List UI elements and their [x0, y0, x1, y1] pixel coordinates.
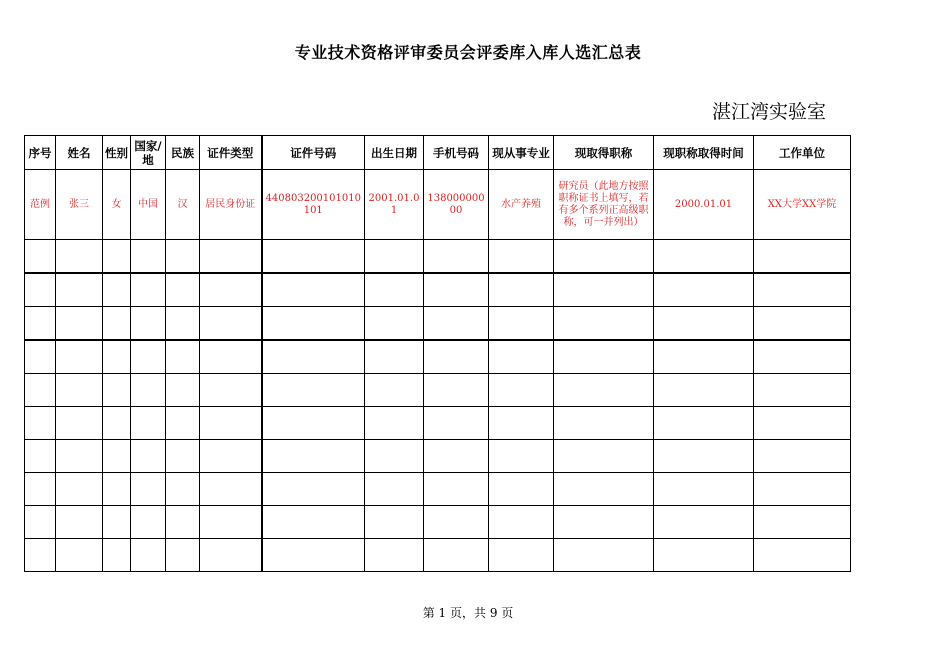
table-cell[interactable]: [56, 440, 103, 473]
table-cell[interactable]: [365, 273, 424, 307]
table-cell[interactable]: [166, 307, 200, 341]
table-cell[interactable]: 张三: [56, 170, 103, 240]
table-cell[interactable]: [166, 473, 200, 506]
table-row: [25, 307, 851, 341]
table-cell[interactable]: [654, 307, 754, 341]
table-cell[interactable]: [754, 539, 851, 572]
table-cell[interactable]: [262, 407, 365, 440]
table-row: [25, 506, 851, 539]
table-cell[interactable]: [200, 340, 262, 374]
table-cell[interactable]: [654, 340, 754, 374]
table-cell[interactable]: [200, 539, 262, 572]
table-cell[interactable]: [654, 473, 754, 506]
table-cell[interactable]: [489, 440, 554, 473]
table-cell[interactable]: [554, 440, 654, 473]
example-row: [25, 170, 851, 240]
table-cell[interactable]: [262, 374, 365, 407]
table-cell[interactable]: [131, 307, 166, 341]
table-cell[interactable]: [554, 340, 654, 374]
table-cell[interactable]: [489, 307, 554, 341]
table-cell[interactable]: [103, 374, 131, 407]
table-cell[interactable]: [554, 539, 654, 572]
table-cell[interactable]: 中国: [131, 170, 166, 240]
table-cell[interactable]: [103, 273, 131, 307]
table-cell[interactable]: [424, 440, 489, 473]
table-row: [25, 240, 851, 274]
table-cell[interactable]: 13800000000: [424, 170, 489, 240]
table-cell[interactable]: [365, 307, 424, 341]
table-cell[interactable]: XX大学XX学院: [754, 170, 851, 240]
table-cell[interactable]: [131, 539, 166, 572]
table-cell[interactable]: [103, 506, 131, 539]
table-cell[interactable]: [56, 506, 103, 539]
table-cell[interactable]: [56, 539, 103, 572]
column-header: 证件号码: [262, 136, 365, 170]
table-cell[interactable]: [424, 307, 489, 341]
column-header: 民族: [166, 136, 200, 170]
table-cell[interactable]: [489, 506, 554, 539]
table-cell[interactable]: [489, 340, 554, 374]
table-cell[interactable]: [103, 340, 131, 374]
table-cell[interactable]: [56, 307, 103, 341]
table-cell[interactable]: [131, 273, 166, 307]
table-cell[interactable]: 2001.01.01: [365, 170, 424, 240]
table-cell[interactable]: [131, 240, 166, 274]
table-cell[interactable]: [131, 440, 166, 473]
column-header: 序号: [25, 136, 56, 170]
table-cell[interactable]: [25, 374, 56, 407]
column-header: 现职称取得时间: [654, 136, 754, 170]
table-cell[interactable]: [56, 374, 103, 407]
summary-table: [24, 135, 851, 572]
table-cell[interactable]: [262, 440, 365, 473]
table-cell[interactable]: [262, 539, 365, 572]
table-cell[interactable]: [166, 374, 200, 407]
column-header: 性别: [103, 136, 131, 170]
table-cell[interactable]: [365, 539, 424, 572]
table-cell[interactable]: [131, 340, 166, 374]
table-cell[interactable]: [262, 273, 365, 307]
column-header: 国家/地: [131, 136, 166, 170]
table-cell[interactable]: [554, 506, 654, 539]
table-cell[interactable]: [56, 340, 103, 374]
table-cell[interactable]: [365, 473, 424, 506]
table-cell[interactable]: [489, 539, 554, 572]
table-cell[interactable]: [200, 240, 262, 274]
table-cell[interactable]: [424, 273, 489, 307]
table-cell[interactable]: [200, 440, 262, 473]
table-cell[interactable]: [166, 273, 200, 307]
table-row: [25, 374, 851, 407]
table-cell[interactable]: [654, 539, 754, 572]
table-cell[interactable]: [424, 240, 489, 274]
table-cell[interactable]: [103, 473, 131, 506]
table-cell[interactable]: [166, 440, 200, 473]
table-cell[interactable]: [25, 440, 56, 473]
table-cell[interactable]: [200, 473, 262, 506]
table-cell[interactable]: [131, 506, 166, 539]
column-header: 现取得职称: [554, 136, 654, 170]
table-cell[interactable]: [554, 307, 654, 341]
table-cell[interactable]: [489, 374, 554, 407]
column-header: 证件类型: [200, 136, 262, 170]
table-cell[interactable]: [166, 407, 200, 440]
table-cell[interactable]: [424, 407, 489, 440]
table-cell[interactable]: [166, 539, 200, 572]
table-row: [25, 539, 851, 572]
table-cell[interactable]: [103, 307, 131, 341]
table-cell[interactable]: [754, 273, 851, 307]
table-cell[interactable]: [131, 473, 166, 506]
table-cell[interactable]: [424, 539, 489, 572]
table-cell[interactable]: [365, 506, 424, 539]
table-cell[interactable]: [554, 240, 654, 274]
column-header: 现从事专业: [489, 136, 554, 170]
table-cell[interactable]: [554, 273, 654, 307]
table-cell[interactable]: [754, 407, 851, 440]
table-cell[interactable]: [166, 340, 200, 374]
table-cell[interactable]: [554, 473, 654, 506]
organization-title: 湛江湾实验室: [712, 101, 827, 123]
table-cell[interactable]: [25, 506, 56, 539]
table-row: [25, 273, 851, 307]
table-cell[interactable]: [654, 506, 754, 539]
table-cell[interactable]: 范例: [25, 170, 56, 240]
table-row: [25, 340, 851, 374]
table-cell[interactable]: [424, 506, 489, 539]
table-cell[interactable]: [754, 340, 851, 374]
table-cell[interactable]: 研究员（此地方按照职称证书上填写，若有多个系列正高级职称，可一并列出）: [554, 170, 654, 240]
table-row: [25, 407, 851, 440]
table-cell[interactable]: [200, 407, 262, 440]
table-cell[interactable]: [754, 473, 851, 506]
table-cell[interactable]: [424, 340, 489, 374]
table-cell[interactable]: 居民身份证: [200, 170, 262, 240]
table-cell[interactable]: [56, 407, 103, 440]
table-cell[interactable]: [365, 340, 424, 374]
column-header: 工作单位: [754, 136, 851, 170]
table-cell[interactable]: [754, 307, 851, 341]
table-cell[interactable]: [489, 240, 554, 274]
table-cell[interactable]: [754, 506, 851, 539]
table-cell[interactable]: [754, 240, 851, 274]
table-cell[interactable]: [200, 506, 262, 539]
table-cell[interactable]: [25, 539, 56, 572]
table-cell[interactable]: [166, 506, 200, 539]
table-cell[interactable]: [131, 374, 166, 407]
table-cell[interactable]: [554, 374, 654, 407]
table-cell[interactable]: [200, 273, 262, 307]
table-cell[interactable]: 440803200101010101: [262, 170, 365, 240]
table-cell[interactable]: [654, 440, 754, 473]
table-cell[interactable]: [262, 340, 365, 374]
table-cell[interactable]: [131, 407, 166, 440]
table-cell[interactable]: [754, 440, 851, 473]
sheet-title: 专业技术资格评审委员会评委库入库人选汇总表: [294, 43, 642, 62]
column-header: 姓名: [56, 136, 103, 170]
table-row: [25, 473, 851, 506]
table-cell[interactable]: 2000.01.01: [654, 170, 754, 240]
table-cell[interactable]: 女: [103, 170, 131, 240]
table-cell[interactable]: [25, 340, 56, 374]
table-cell[interactable]: [103, 539, 131, 572]
header-row: [25, 136, 851, 170]
column-header: 出生日期: [365, 136, 424, 170]
table-cell[interactable]: [56, 273, 103, 307]
table-cell[interactable]: [365, 240, 424, 274]
table-cell[interactable]: [166, 240, 200, 274]
table-cell[interactable]: [654, 273, 754, 307]
table-cell[interactable]: [365, 407, 424, 440]
table-cell[interactable]: [200, 307, 262, 341]
table-cell[interactable]: [654, 240, 754, 274]
table-cell[interactable]: [25, 473, 56, 506]
table-cell[interactable]: [424, 473, 489, 506]
table-cell[interactable]: [489, 407, 554, 440]
table-cell[interactable]: [56, 473, 103, 506]
table-cell[interactable]: [103, 407, 131, 440]
table-cell[interactable]: 汉: [166, 170, 200, 240]
table-cell[interactable]: [424, 374, 489, 407]
table-cell[interactable]: [489, 273, 554, 307]
table-cell[interactable]: [25, 407, 56, 440]
table-cell[interactable]: [654, 374, 754, 407]
table-cell[interactable]: [754, 374, 851, 407]
table-cell[interactable]: [103, 240, 131, 274]
table-cell[interactable]: [103, 440, 131, 473]
table-cell[interactable]: [262, 240, 365, 274]
page-footer: 第 1 页，共 9 页: [422, 606, 514, 620]
table-cell[interactable]: [654, 407, 754, 440]
table-cell[interactable]: [365, 440, 424, 473]
column-header: 手机号码: [424, 136, 489, 170]
table-cell[interactable]: [56, 240, 103, 274]
table-cell[interactable]: [25, 240, 56, 274]
table-cell[interactable]: [262, 506, 365, 539]
table-cell[interactable]: [200, 374, 262, 407]
table-cell[interactable]: [25, 273, 56, 307]
table-cell[interactable]: [365, 374, 424, 407]
table-cell[interactable]: [262, 473, 365, 506]
table-row: [25, 440, 851, 473]
table-cell[interactable]: [262, 307, 365, 341]
table-cell[interactable]: 水产养殖: [489, 170, 554, 240]
table-cell[interactable]: [489, 473, 554, 506]
table-cell[interactable]: [554, 407, 654, 440]
table-cell[interactable]: [25, 307, 56, 341]
